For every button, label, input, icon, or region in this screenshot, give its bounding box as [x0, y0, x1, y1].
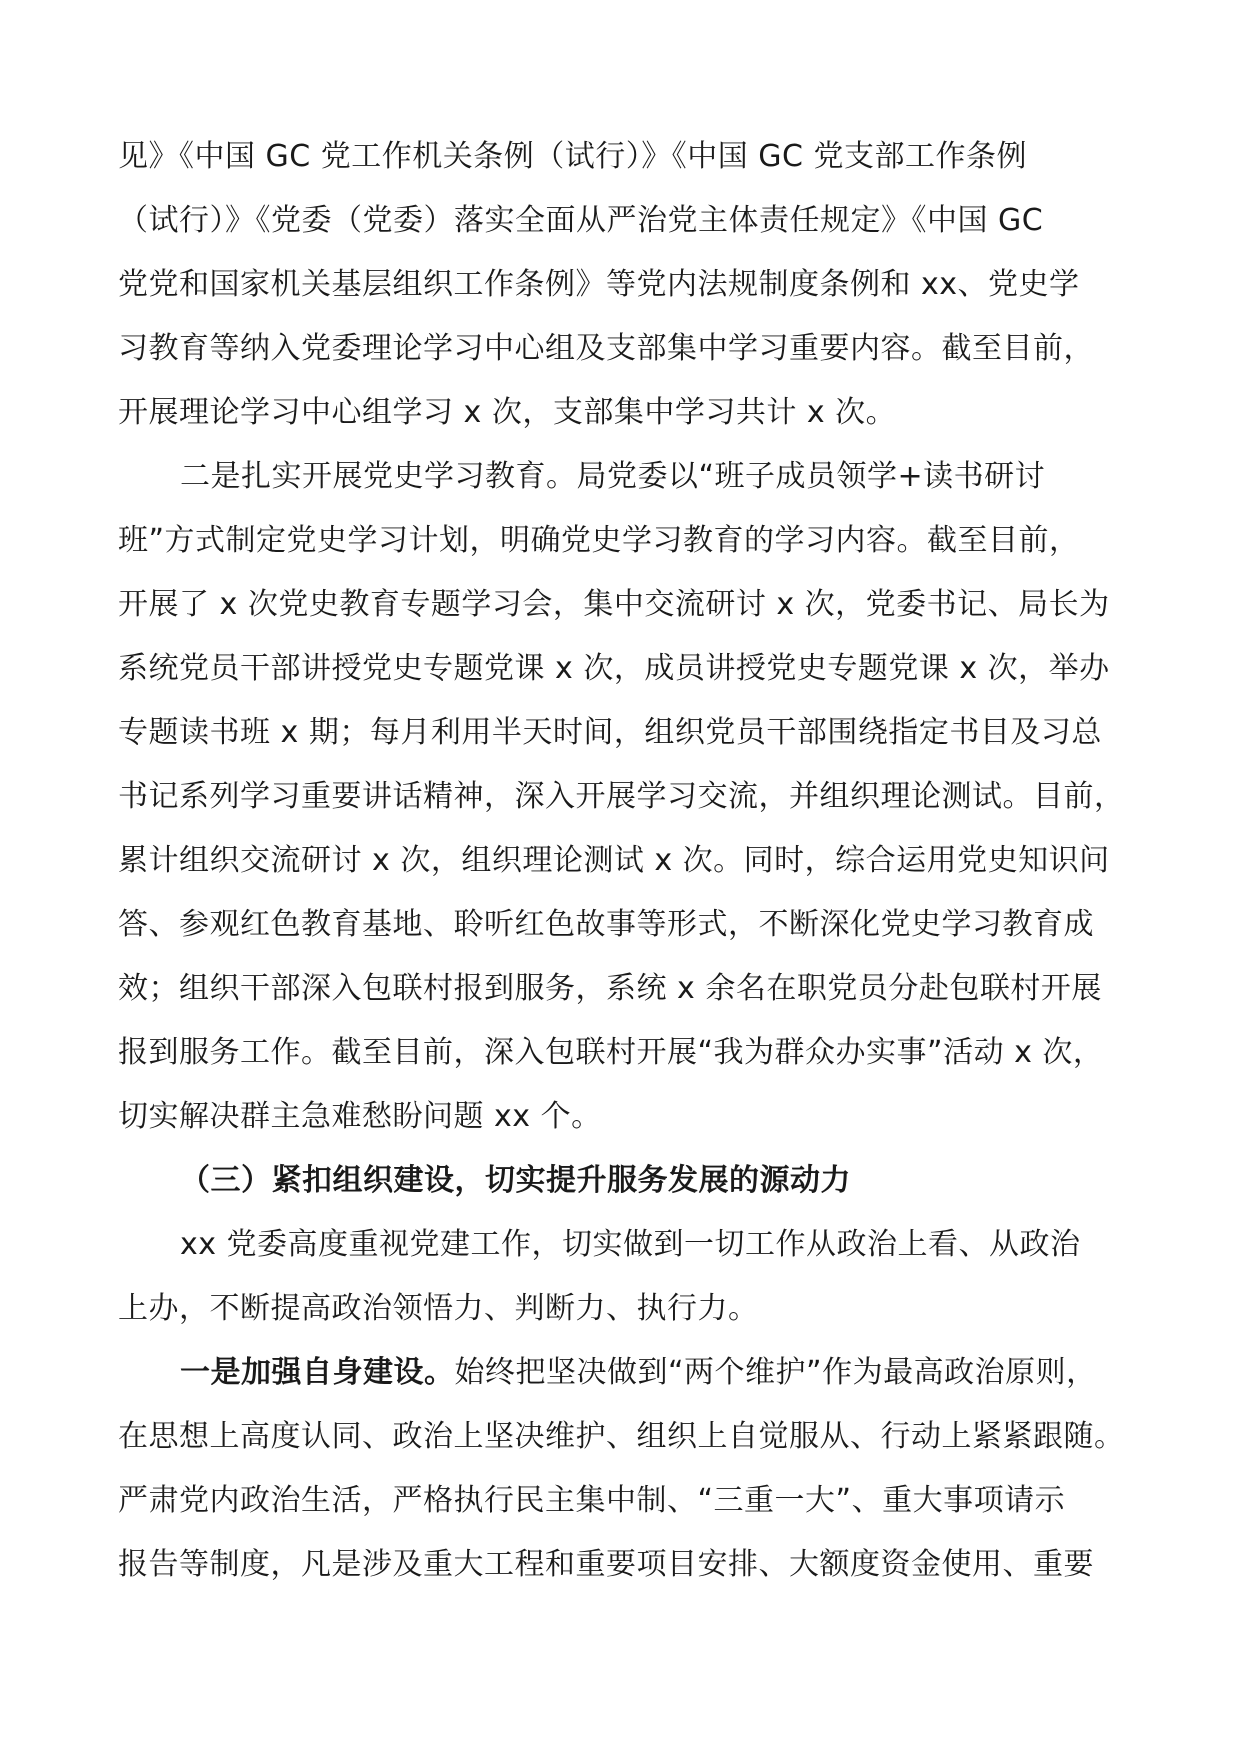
body-text-line: 开展了 x 次党史教育专题学习会，集中交流研讨 x 次，党委书记、局长为 [118, 587, 1110, 622]
body-text-line: 答、参观红色教育基地、聆听红色故事等形式，不断深化党史学习教育成 [118, 907, 1094, 942]
paragraph-lead-bold: 一是加强自身建设。 [180, 1355, 455, 1390]
body-text-line: 严肃党内政治生活，严格执行民主集中制、“三重一大”、重大事项请示 [118, 1483, 1066, 1518]
body-text-line: 班”方式制定党史学习计划，明确党史学习教育的学习内容。截至目前， [118, 523, 1080, 558]
body-text-line: （试行）》《党委（党委）落实全面从严治党主体责任规定》《中国 GC [118, 203, 1044, 238]
body-text-line: 切实解决群主急难愁盼问题 xx 个。 [118, 1099, 602, 1134]
paragraph-first-line: 二是扎实开展党史学习教育。局党委以“班子成员领学+读书研讨 [180, 459, 1046, 494]
section-heading: （三）紧扣组织建设，切实提升服务发展的源动力 [180, 1163, 851, 1198]
body-text-line: 报到服务工作。截至目前，深入包联村开展“我为群众办实事”活动 x 次， [118, 1035, 1104, 1070]
paragraph-first-line [118, 1341, 1138, 1405]
paragraph-lead-rest: 始终把坚决做到“两个维护”作为最高政治原则， [454, 1355, 1097, 1390]
body-text-line: 党党和国家机关基层组织工作条例》等党内法规制度条例和 xx、党史学 [118, 267, 1080, 302]
document-page [118, 125, 1138, 1597]
body-text-line: 专题读书班 x 期；每月利用半天时间，组织党员干部围绕指定书目及习总 [118, 715, 1102, 750]
body-text-line: 效；组织干部深入包联村报到服务，系统 x 余名在职党员分赴包联村开展 [118, 971, 1102, 1006]
paragraph-first-line: xx 党委高度重视党建工作，切实做到一切工作从政治上看、从政治 [180, 1227, 1081, 1262]
body-text-line: 见》《中国 GC 党工作机关条例（试行）》《中国 GC 党支部工作条例 [118, 139, 1028, 174]
body-text-line: 系统党员干部讲授党史专题党课 x 次，成员讲授党史专题党课 x 次，举办 [118, 651, 1110, 686]
body-text-line: 累计组织交流研讨 x 次，组织理论测试 x 次。同时，综合运用党史知识问 [118, 843, 1110, 878]
body-text-line: 在思想上高度认同、政治上坚决维护、组织上自觉服从、行动上紧紧跟随。 [118, 1419, 1125, 1454]
body-text-line: 习教育等纳入党委理论学习中心组及支部集中学习重要内容。截至目前， [118, 331, 1094, 366]
body-text-line: 书记系列学习重要讲话精神，深入开展学习交流，并组织理论测试。目前， [118, 779, 1125, 814]
body-text-line: 开展理论学习中心组学习 x 次，支部集中学习共计 x 次。 [118, 395, 897, 430]
body-text-line: 上办，不断提高政治领悟力、判断力、执行力。 [118, 1291, 759, 1326]
body-text-line: 报告等制度，凡是涉及重大工程和重要项目安排、大额度资金使用、重要 [118, 1547, 1094, 1582]
